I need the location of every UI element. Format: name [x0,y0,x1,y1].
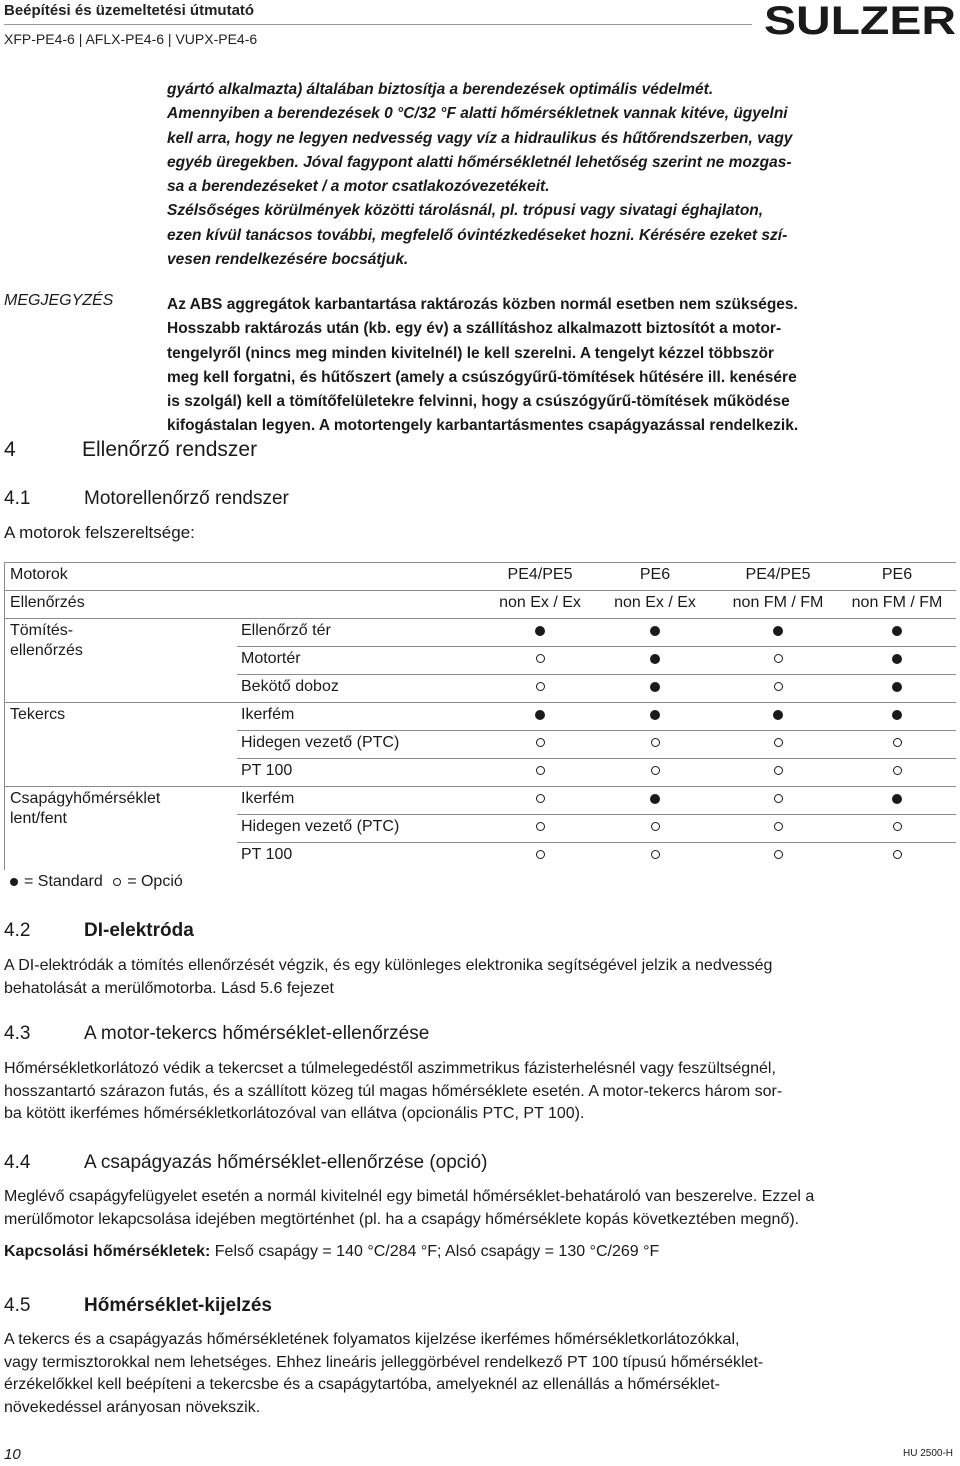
column-header: non Ex / Ex [614,594,696,611]
table-header-row [4,562,956,590]
option-circle-icon [651,766,660,775]
section-title: DI-elektróda [84,920,194,941]
switching-temperatures [4,1241,954,1264]
text-line: érzékelőkkel kell beépíteni a tekercsbe és a csapágytartóba, amelyeknél az ellenállás a hőmérséklet- [4,1376,720,1393]
section-4-5-text [4,1329,954,1419]
availability-mark [600,678,710,696]
option-circle-icon [536,850,545,859]
group-label: lent/fent [10,810,67,827]
text-line: vagy termisztorokkal nem lehetséges. Ehhez lineáris jelleggörbével rendelkező PT 100 típusú hőmérséklet- [4,1353,764,1371]
availability-mark [600,650,710,668]
option-circle-icon [113,878,121,886]
note-text [167,293,947,439]
option-circle-icon [893,850,902,859]
section-number: 4.4 [4,1152,31,1173]
availability-mark [484,706,596,724]
text-line: Meglévő csapágyfelügyelet esetén a normál kivitelnél egy bimetál hőmérséklet-behatároló van beszerelve. Ezzel a [4,1188,815,1205]
text-line: Hőmérsékletkorlátozó védik a tekercset a túlmelegedéstől aszimmetrikus fázisterhelésnél vagy feszültségnél, [4,1060,776,1077]
group-label: Csapágyhőmérséklet [10,790,161,807]
standard-dot-icon [773,626,783,636]
option-circle-icon [774,738,783,747]
standard-dot-icon [892,654,902,664]
sulzer-logo [762,0,958,40]
table-row [4,758,956,786]
group-label: Tekercs [10,706,66,723]
row-item: Ikerfém [241,790,295,807]
option-circle-icon [651,738,660,747]
table-row [4,810,956,842]
availability-mark [484,734,596,752]
text-line: Hosszabb raktározás után (kb. egy év) a szállításhoz alkalmazott biztosítót a motor- [167,320,782,338]
table-row [4,674,956,702]
option-circle-icon [536,822,545,831]
standard-dot-icon [650,626,660,636]
column-header: PE6 [881,566,913,583]
standard-dot-icon [650,682,660,692]
column-header: non FM / FM [851,594,943,611]
availability-mark [714,622,842,640]
section-4-1-heading [4,488,289,510]
standard-dot-icon [650,794,660,804]
availability-mark [600,790,710,808]
text-line: meg kell forgatni, és hűtőszert (amely a csúszógyűrű-tömítések hűtésére ill. kenésére [167,368,797,386]
text-line: hosszantartó szárazon futás, és a szállított közeg túl magas hőmérséklete esetén. A motor-tekercs három sor- [4,1082,783,1100]
availability-mark [840,818,954,836]
table-row [4,702,956,730]
text-line: merülőmotor lekapcsolása idejében megtörténhet (pl. ha a csapágy hőmérséklete kopás következtében megnő). [4,1210,800,1228]
availability-mark [840,734,954,752]
availability-mark [714,846,842,864]
text-line: Az ABS aggregátok karbantartása raktározás közben normál esetben nem szükséges. [167,296,798,313]
section-title: Ellenőrző rendszer [82,438,258,461]
text-line: behatolását a merülőmotorba. Lásd 5.6 fejezet [4,979,334,997]
standard-dot-icon [650,710,660,720]
option-circle-icon [774,822,783,831]
legend-standard: = Standard [24,873,103,890]
table-row [4,642,956,674]
section-number: 4.5 [4,1295,31,1316]
text-line: Szélsőséges körülmények közötti tárolásnál, pl. trópusi vagy sivatagi éghajlaton, [167,202,764,220]
availability-mark [840,622,954,640]
option-circle-icon [774,766,783,775]
column-header: PE6 [639,566,671,583]
standard-dot-icon [10,878,18,886]
legend-option: = Opció [127,873,183,890]
option-circle-icon [774,654,783,663]
text-line: sa a berendezéseket / a motor csatlakozóvezetékeit. [167,178,550,196]
option-circle-icon [536,766,545,775]
section-number: 4.3 [4,1023,31,1044]
option-circle-icon [893,766,902,775]
section-number: 4.1 [4,488,31,509]
option-circle-icon [774,682,783,691]
section-4-2-text [4,955,954,1000]
option-circle-icon [774,794,783,803]
text-line: is szolgál) kell a tömítőfelületekre felvinni, hogy a csúszógyűrű-tömítések működése [167,393,790,411]
row-item: Motortér [241,650,301,667]
text-line: gyártó alkalmazta) általában biztosítja a berendezések optimális védelmét. [167,81,714,98]
document-code: HU 2500-H [903,1448,954,1459]
availability-mark [600,706,710,724]
standard-dot-icon [892,682,902,692]
switching-label: Kapcsolási hőmérsékletek: [4,1243,211,1260]
standard-dot-icon [892,794,902,804]
option-circle-icon [651,850,660,859]
availability-mark [840,790,954,808]
column-header: non FM / FM [732,594,824,611]
header-label: Ellenőrzés [10,594,85,611]
page-number: 10 [4,1446,21,1463]
text-line: ezen kívül tanácsos további, megfelelő óvintézkedéseket hozni. Kérésére ezeket szí- [167,226,788,244]
availability-mark [840,706,954,724]
header-label: Motorok [10,566,68,583]
section-number: 4 [4,438,16,461]
text-line: ba kötött ikerfémes hőmérsékletkorlátozóval van ellátva (opcionális PTC, PT 100). [4,1105,585,1122]
section-4-3-text [4,1058,954,1126]
availability-mark [714,706,842,724]
availability-mark [600,762,710,780]
text-line: Amennyiben a berendezések 0 °C/32 °F alatti hőmérsékletnek vannak kitéve, ügyelni [167,105,788,123]
text-line: A DI-elektródák a tömítés ellenőrzését végzik, és egy különleges elektronika segítségével jelzik a nedvesség [4,957,773,974]
availability-mark [600,622,710,640]
table-row [4,730,956,758]
section-4-4-heading [4,1152,487,1174]
table-legend [10,873,183,891]
row-item: Hidegen vezető (PTC) [241,818,400,835]
standard-dot-icon [892,626,902,636]
availability-mark [600,818,710,836]
availability-mark [600,846,710,864]
note-label: MEGJEGYZÉS [4,292,114,309]
availability-mark [714,762,842,780]
section-title: A csapágyazás hőmérséklet-ellenőrzése (opció) [84,1152,488,1173]
availability-mark [714,678,842,696]
availability-mark [714,734,842,752]
row-item: Hidegen vezető (PTC) [241,734,400,751]
document-title: Beépítési és üzemeltetési útmutató [4,2,255,19]
section-4-4-text [4,1186,954,1264]
availability-mark [484,790,596,808]
section-4-3-heading [4,1023,429,1045]
row-item: Ikerfém [241,706,295,723]
table-row [4,618,956,646]
availability-mark [484,650,596,668]
group-label: Tömítés- [10,622,74,639]
text-line: kell arra, hogy ne legyen nedvesség vagy víz a hidraulikus és hűtőrendszerben, vagy [167,129,793,147]
availability-mark [484,846,596,864]
table-header-row [4,590,956,618]
switching-values: Felső csapágy = 140 °C/284 °F; Alsó csapágy = 130 °C/269 °F [210,1243,660,1260]
option-circle-icon [536,794,545,803]
section-4-2-heading [4,920,194,942]
availability-mark [840,678,954,696]
option-circle-icon [651,822,660,831]
table-row [4,842,956,870]
text-line: A tekercs és a csapágyazás hőmérsékletének folyamatos kijelzése ikerfémes hőmérsékletkorlátozókkal, [4,1331,740,1348]
availability-mark [714,818,842,836]
group-label: ellenőrzés [10,642,83,659]
availability-mark [484,622,596,640]
availability-mark [484,678,596,696]
availability-mark [840,846,954,864]
column-header: non Ex / Ex [499,594,581,611]
availability-mark [840,650,954,668]
option-circle-icon [536,738,545,747]
option-circle-icon [893,822,902,831]
header-rule [4,24,752,25]
availability-mark [840,762,954,780]
row-item: Bekötő doboz [241,678,339,695]
svg-text:SULZER: SULZER [764,0,957,40]
option-circle-icon [536,654,545,663]
section-number: 4.2 [4,920,31,941]
availability-mark [714,650,842,668]
text-line: növekedéssel arányosan növekszik. [4,1398,261,1416]
option-circle-icon [774,850,783,859]
availability-mark [484,762,596,780]
text-line: vesen rendelkezésére bocsátjuk. [167,251,409,269]
availability-mark [484,818,596,836]
storage-warning-text [167,78,947,272]
equipment-subtitle: A motorok felszereltsége: [4,523,195,542]
text-line: egyéb üregekben. Jóval fagypont alatti hőmérsékletnél lehetőség szerint ne mozgas- [167,153,792,171]
standard-dot-icon [535,626,545,636]
standard-dot-icon [773,710,783,720]
row-item: PT 100 [241,846,293,863]
section-title: A motor-tekercs hőmérséklet-ellenőrzése [84,1023,430,1044]
table-row [4,786,956,814]
standard-dot-icon [650,654,660,664]
availability-mark [714,790,842,808]
standard-dot-icon [892,710,902,720]
standard-dot-icon [535,710,545,720]
section-title: Motorellenőrző rendszer [84,488,289,509]
text-line: kifogástalan legyen. A motortengely karbantartásmentes csapágyazással rendelkezik. [167,417,799,435]
model-list: XFP-PE4-6 | AFLX-PE4-6 | VUPX-PE4-6 [4,31,258,47]
column-header: PE4/PE5 [745,566,811,583]
section-4-5-heading [4,1295,272,1317]
column-header: PE4/PE5 [507,566,573,583]
section-title: Hőmérséklet-kijelzés [84,1295,272,1316]
row-item: Ellenőrző tér [241,622,331,639]
option-circle-icon [536,682,545,691]
text-line: tengelyről (nincs meg minden kivitelnél) le kell szerelni. A tengelyt kézzel többször [167,344,774,362]
row-item: PT 100 [241,762,293,779]
availability-mark [600,734,710,752]
option-circle-icon [893,738,902,747]
section-4-heading [4,438,257,462]
